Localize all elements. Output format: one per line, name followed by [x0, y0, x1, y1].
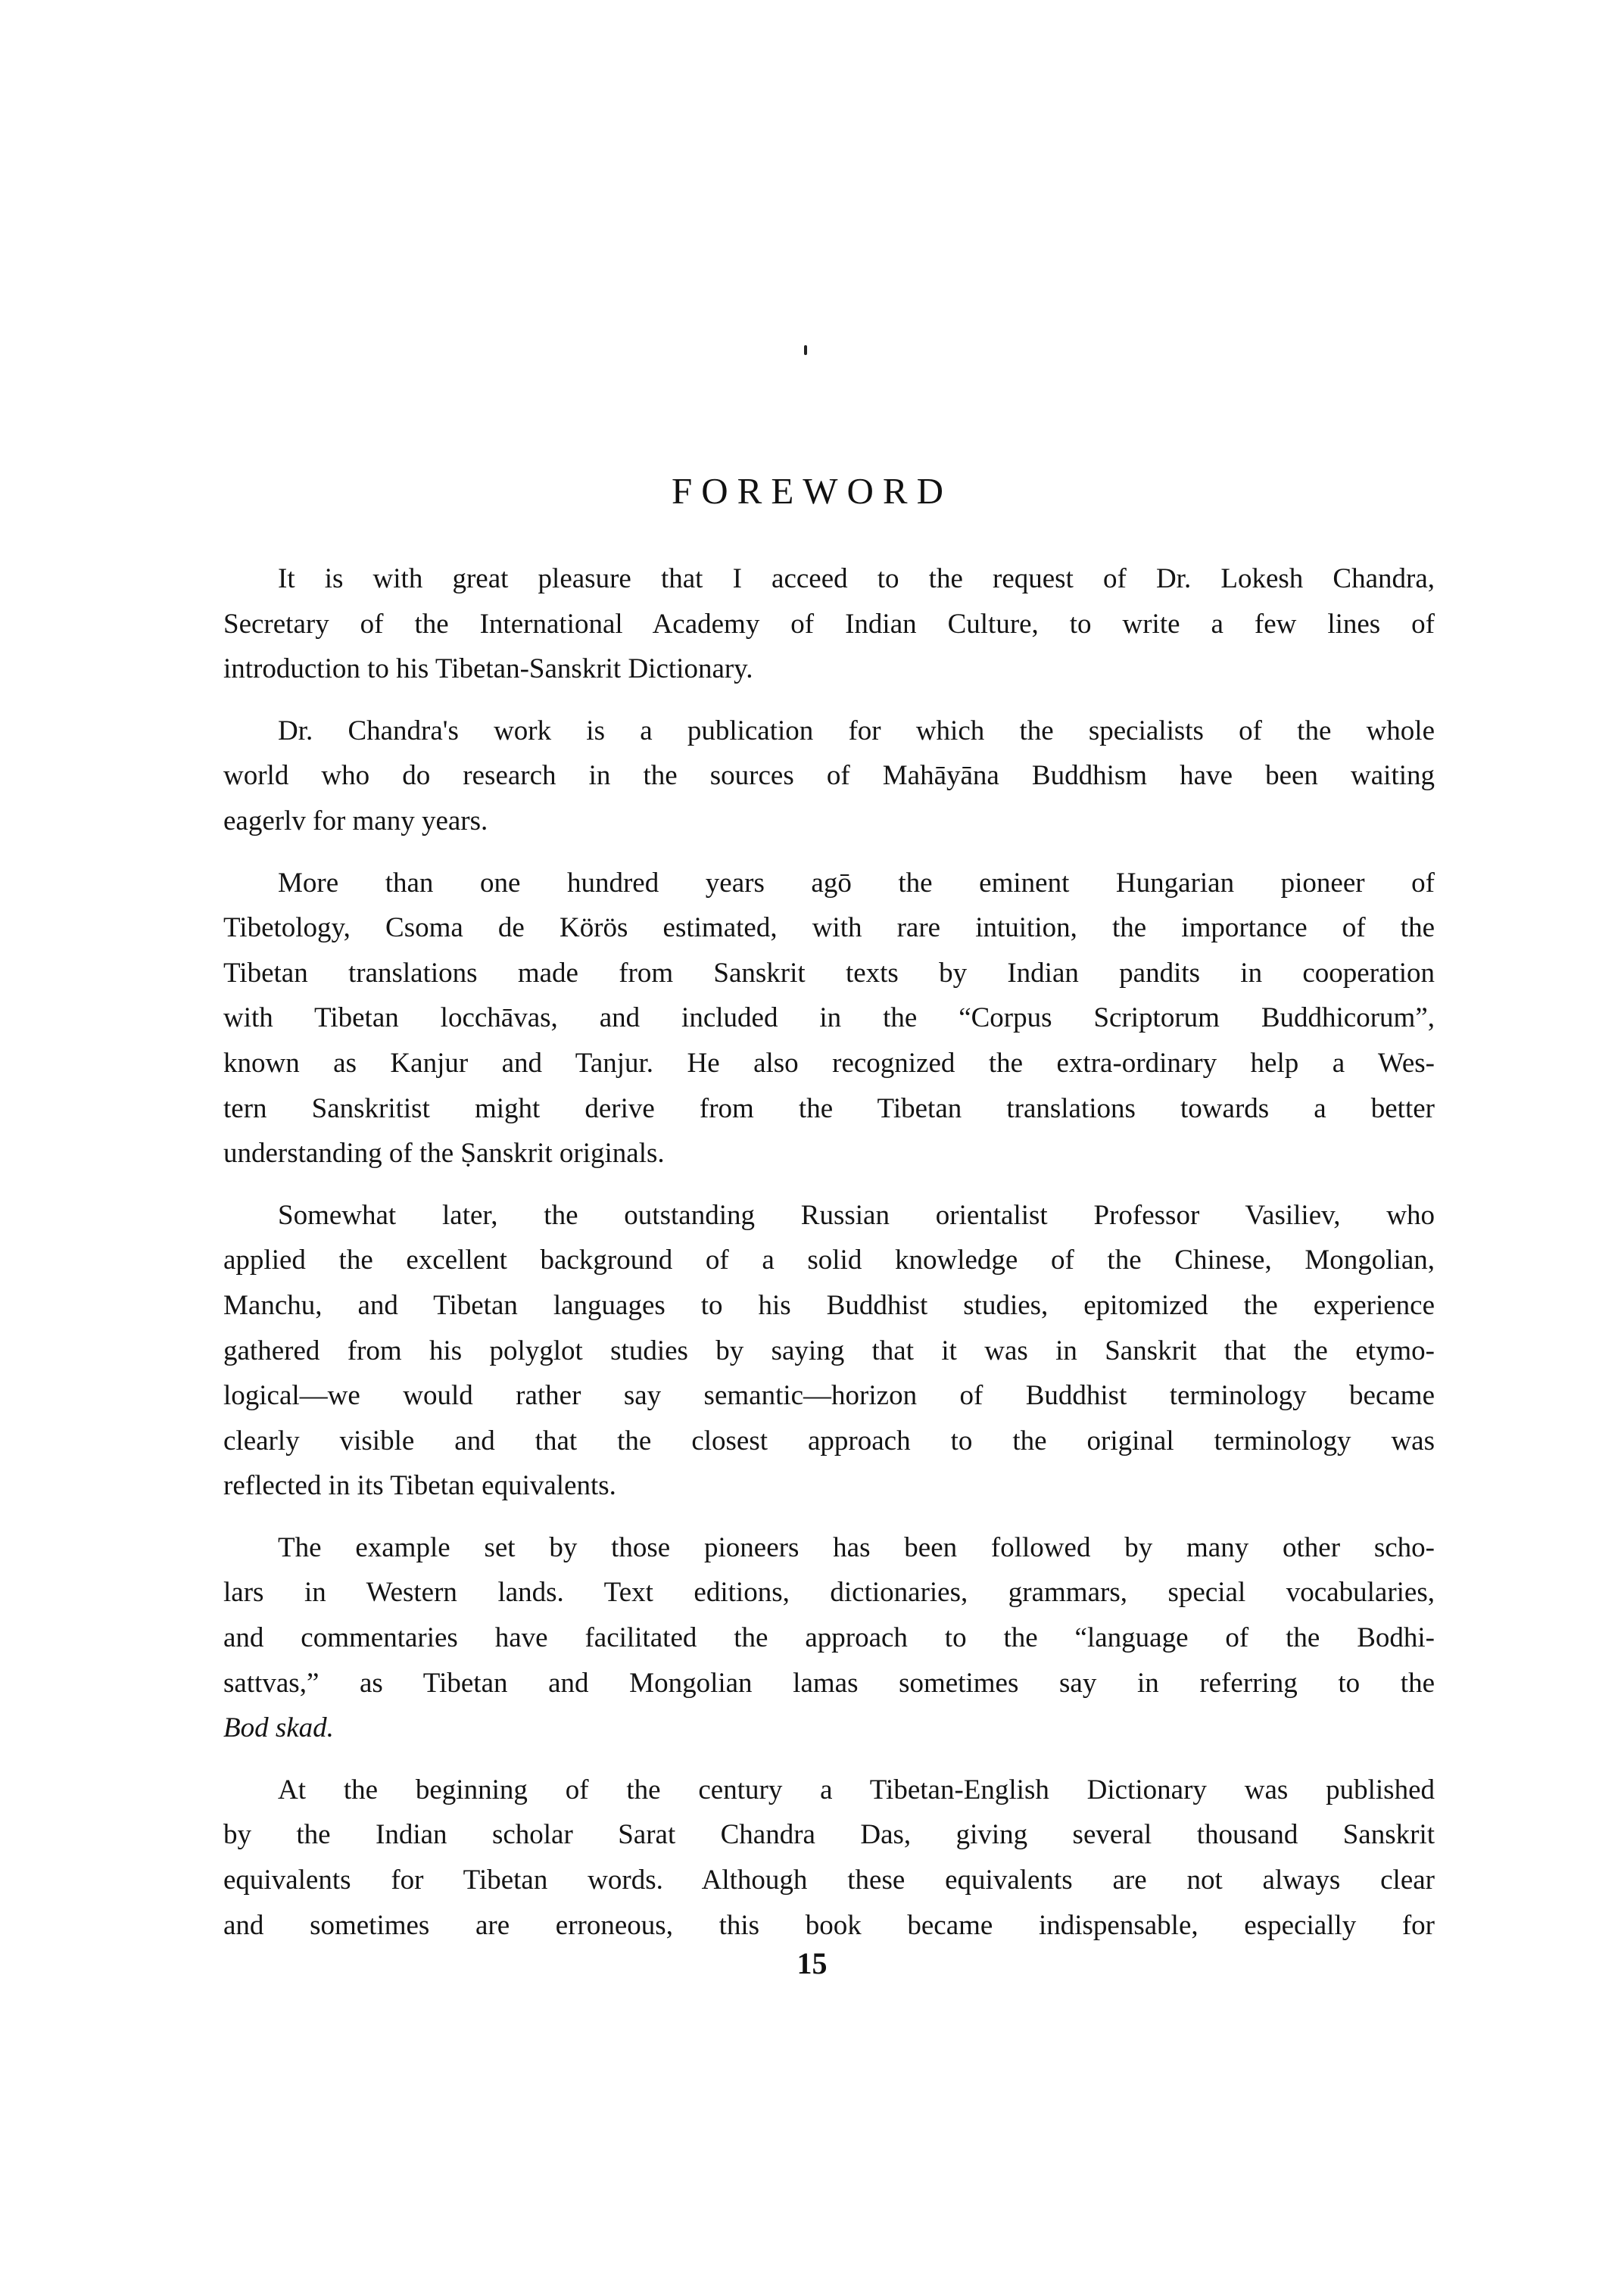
text-line: logical—we would rather say semantic—horizon of Buddhist terminology became — [223, 1380, 1435, 1412]
text-line: Somewhat later, the outstanding Russian orientalist Professor Vasiliev, who — [278, 1199, 1435, 1231]
ink-speck — [804, 345, 807, 355]
text-line: More than one hundred years agō the eminent Hungarian pioneer of — [278, 867, 1435, 899]
text-line: Bod skad. — [223, 1712, 334, 1744]
text-line: equivalents for Tibetan words. Although these equivalents are not always clear — [223, 1865, 1435, 1896]
text-line: clearly visible and that the closest approach to the original terminology was — [223, 1425, 1435, 1456]
text-line: understanding of the Ṣanskrit originals. — [223, 1138, 665, 1170]
text-line: introduction to his Tibetan-Sanskrit Dictionary. — [223, 653, 753, 685]
text-line: applied the excellent background of a solid knowledge of the Chinese, Mongolian, — [223, 1245, 1435, 1276]
paragraph-4 — [223, 1193, 1435, 1509]
foreword-body — [223, 556, 1435, 1964]
text-line: reflected in its Tibetan equivalents. — [223, 1470, 616, 1502]
text-line: sattvas,” as Tibetan and Mongolian lamas sometimes say in referring to the — [223, 1667, 1435, 1699]
paragraph-5 — [223, 1525, 1435, 1751]
text-line: It is with great pleasure that I acceed to the request of Dr. Lokesh Chandra, — [278, 563, 1435, 594]
paragraph-2 — [223, 709, 1435, 844]
page-title: FOREWORD — [672, 470, 952, 512]
text-line: lars in Western lands. Text editions, dictionaries, grammars, special vocabularies, — [223, 1577, 1435, 1609]
text-line: tern Sanskritist might derive from the Tibetan translations towards a better — [223, 1092, 1435, 1124]
paragraph-1 — [223, 556, 1435, 692]
text-line: Manchu, and Tibetan languages to his Buddhist studies, epitomized the experience — [223, 1289, 1435, 1321]
page-number: 15 — [796, 1946, 828, 1980]
text-line: At the beginning of the century a Tibetan-English Dictionary was published — [278, 1774, 1435, 1805]
text-line: world who do research in the sources of Mahāyāna Buddhism have been waiting — [223, 760, 1435, 792]
text-line: Tibetology, Csoma de Körös estimated, with rare intuition, the importance of the — [223, 912, 1435, 944]
text-line: and sometimes are erroneous, this book became indispensable, especially for — [223, 1909, 1435, 1941]
text-line: Secretary of the International Academy of Indian Culture, to write a few lines of — [223, 608, 1435, 640]
text-line: The example set by those pioneers has been followed by many other scho- — [278, 1531, 1435, 1563]
text-line: and commentaries have facilitated the approach to the “language of the Bodhi- — [223, 1622, 1435, 1654]
text-line: Dr. Chandra's work is a publication for which the specialists of the whole — [278, 715, 1435, 746]
text-line: with Tibetan locchāvas, and included in the “Corpus Scriptorum Buddhicorum”, — [223, 1002, 1435, 1034]
paragraph-6 — [223, 1768, 1435, 1948]
text-line: by the Indian scholar Sarat Chandra Das, giving several thousand Sanskrit — [223, 1819, 1435, 1851]
text-line: Tibetan translations made from Sanskrit texts by Indian pandits in cooperation — [223, 957, 1435, 989]
text-line: gathered from his polyglot studies by saying that it was in Sanskrit that the etymo- — [223, 1335, 1435, 1366]
paragraph-3 — [223, 861, 1435, 1176]
text-line: eagerlv for many years. — [223, 805, 488, 837]
text-line: known as Kanjur and Tanjur. He also recognized the extra-ordinary help a Wes- — [223, 1047, 1435, 1079]
